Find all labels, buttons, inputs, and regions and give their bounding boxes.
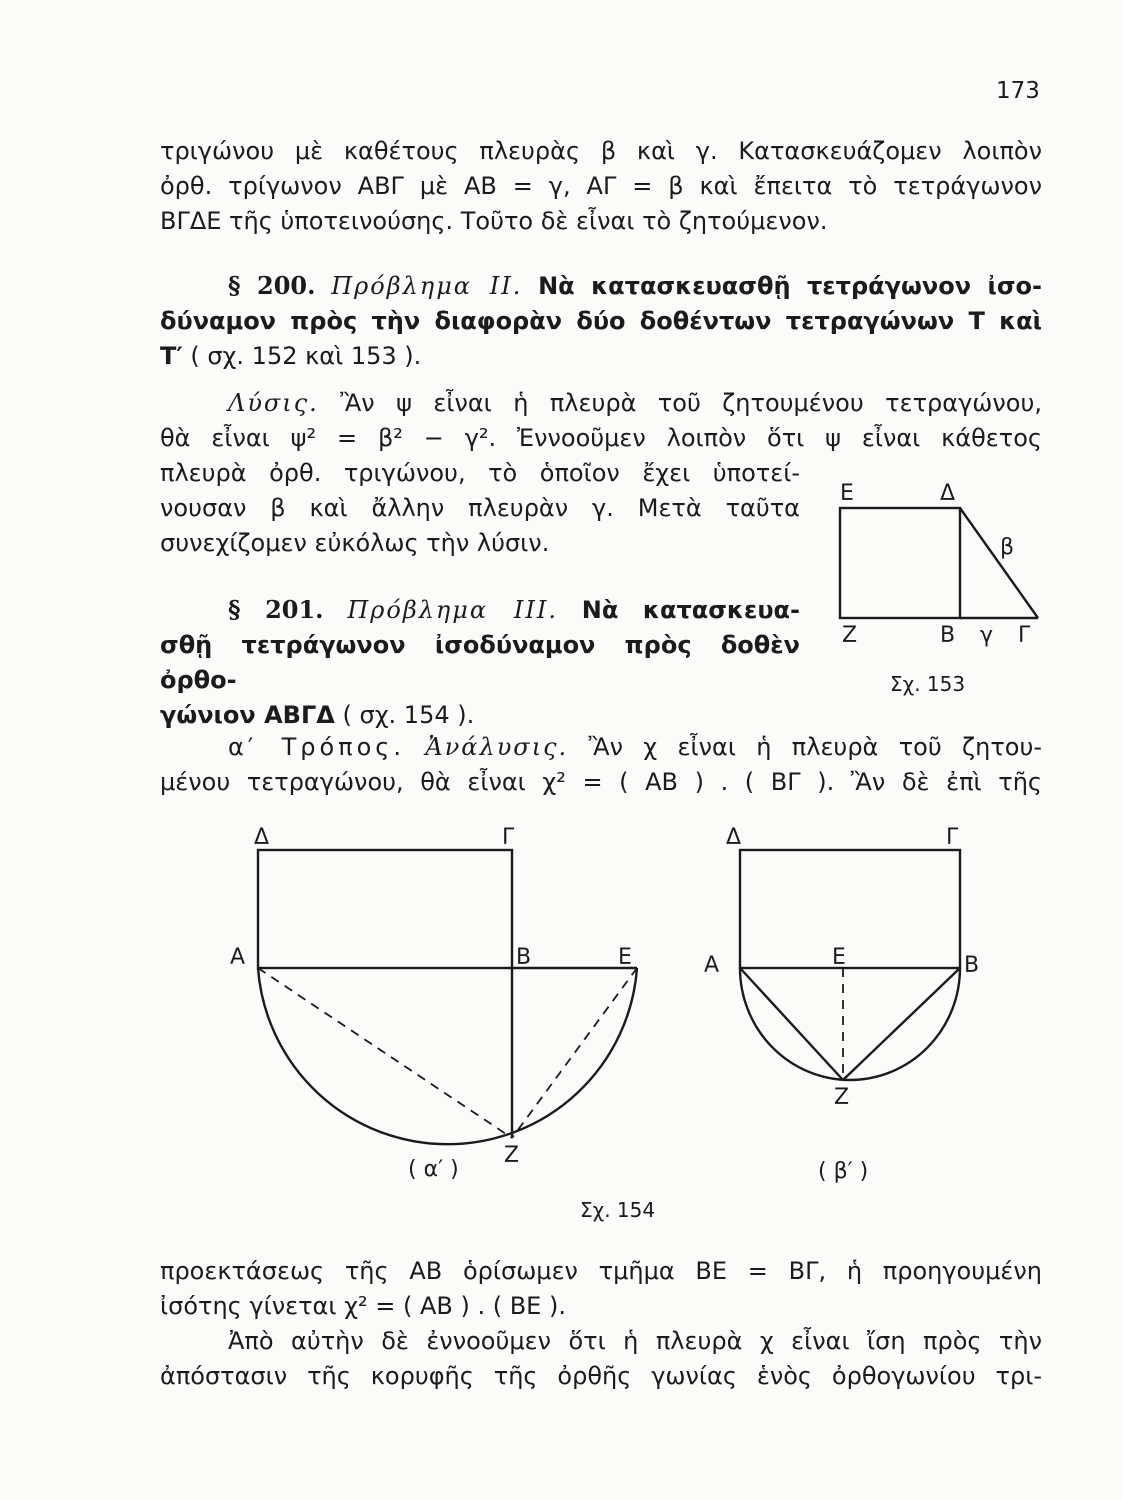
intro-paragraph — [160, 134, 1042, 239]
method-a-label: α′ Τρόπος. — [228, 733, 406, 761]
method-a-text-1: Ἂν χ εἶναι ἡ πλευρὰ τοῦ ζητου- — [588, 733, 1042, 761]
fig154a-label-b: Β — [516, 945, 532, 970]
section-200-statement-1: Νὰ κατασκευασθῇ τετράγωνον ἰσο- — [538, 272, 1043, 300]
section-201-line-3 — [160, 698, 1042, 733]
closing-line-1: προεκτάσεως τῆς ΑΒ ὁρίσωμεν τμῆμα ΒΕ = ΒΓ, ἡ προηγουμένη — [160, 1257, 1042, 1285]
closing-line-4: ἀπόστασιν τῆς κορυφῆς τῆς ὀρθῆς γωνίας ἑνὸς ὀρθογωνίου τρι- — [160, 1362, 1042, 1390]
fig153-hypotenuse — [960, 508, 1038, 618]
section-200 — [160, 268, 1042, 374]
closing-line-3: Ἀπὸ αὐτὴν δὲ ἐννοοῦμεν ὅτι ἡ πλευρὰ χ εἶναι ἴση πρὸς τὴν — [228, 1327, 1042, 1355]
lysis-line-1 — [160, 386, 1042, 421]
section-200-title: Πρόβλημα ΙΙ. — [331, 272, 523, 300]
section-201-number: § 201. — [228, 595, 324, 624]
fig153-label-gG: Γ — [1018, 623, 1031, 648]
section-201-statement-1: Νὰ κατασκευα- — [581, 596, 800, 624]
fig153-caption: Σχ. 153 — [890, 672, 966, 696]
fig154b-label-b: Β — [964, 953, 980, 978]
lysis-text-1: Ἂν ψ εἶναι ἡ πλευρὰ τοῦ ζητουμένου τετραγώνου, — [340, 389, 1042, 417]
section-200-ref: ( σχ. 152 καὶ 153 ). — [190, 342, 422, 370]
fig153-label-b: β — [1000, 535, 1015, 560]
lysis-line-4: νουσαν β καὶ ἄλλην πλευρὰν γ. Μετὰ ταῦτα — [160, 494, 800, 522]
fig154-caption: Σχ. 154 — [580, 1198, 656, 1222]
section-200-line-3 — [160, 339, 1042, 374]
fig153-label-e: Ε — [840, 481, 854, 506]
closing-line-2: ἰσότης γίνεται χ² = ( ΑΒ ) . ( ΒΕ ). — [160, 1292, 566, 1320]
fig154b-label-z: Ζ — [834, 1085, 850, 1110]
figure-153 — [830, 470, 1050, 660]
fig154a-tag: ( α′ ) — [408, 1157, 459, 1182]
fig154a-label-z: Ζ — [504, 1143, 520, 1168]
fig153-label-bB: Β — [940, 623, 956, 648]
fig154b-label-d: Δ — [726, 825, 742, 850]
section-201-title: Πρόβλημα ΙΙΙ. — [347, 596, 558, 624]
fig154a-label-d: Δ — [254, 825, 270, 850]
fig154a-semicircle — [258, 968, 637, 1144]
section-200-number: § 200. — [228, 271, 316, 300]
fig154a-label-e: Ε — [618, 945, 632, 970]
fig153-label-z: Ζ — [842, 623, 858, 648]
section-201-statement-2: σθῇ τετράγωνον ἰσοδύναμον πρὸς δοθὲν ὀρθο- — [160, 631, 800, 694]
fig154a — [230, 825, 637, 1182]
fig154a-rectangle — [258, 850, 512, 968]
fig154a-label-g: Γ — [502, 825, 515, 850]
fig153-square — [840, 508, 960, 618]
section-201-ref: ( σχ. 154 ). — [342, 701, 475, 729]
closing-paragraph — [160, 1254, 1042, 1394]
lysis-line-2: θὰ εἶναι ψ² = β² − γ². Ἐννοοῦμεν λοιπὸν ὅτι ψ εἶναι κάθετος — [160, 424, 1042, 452]
fig154b-semicircle — [740, 968, 960, 1080]
page-number: 173 — [996, 78, 1040, 104]
fig154b-label-e: Ε — [832, 945, 846, 970]
section-201-statement-3: γώνιον ΑΒΓΔ — [160, 701, 335, 729]
lysis-line-5: συνεχίζομεν εὐκόλως τὴν λύσιν. — [160, 529, 550, 557]
lysis-line-3: πλευρὰ ὀρθ. τριγώνου, τὸ ὁποῖον ἔχει ὑποτεί- — [160, 459, 800, 487]
section-200-line-1 — [160, 268, 1042, 304]
method-a-line-1 — [160, 730, 1042, 765]
section-200-statement-3: Τ′ — [160, 342, 183, 370]
fig154a-chord-az — [258, 968, 512, 1138]
section-201-line-1 — [160, 592, 800, 628]
method-a-analysis: Ἀνάλυσις. — [425, 733, 569, 761]
fig154a-label-a: Α — [230, 945, 246, 970]
fig153-label-g: γ — [980, 623, 994, 648]
fig154b-chord-bz — [843, 968, 960, 1080]
lysis-label: Λύσις. — [228, 389, 319, 417]
fig154b-tag: ( β′ ) — [818, 1159, 869, 1184]
fig154b-rectangle — [740, 850, 960, 968]
figure-154 — [220, 818, 1000, 1193]
fig153-label-d: Δ — [940, 481, 956, 506]
intro-line-1: τριγώνου μὲ καθέτους πλευρὰς β καὶ γ. Κατασκευάζομεν λοιπὸν — [160, 137, 1042, 165]
intro-line-3: ΒΓΔΕ τῆς ὑποτεινούσης. Τοῦτο δὲ εἶναι τὸ ζητούμενον. — [160, 207, 828, 235]
fig154b-label-a: Α — [704, 953, 720, 978]
method-a-line-2: μένου τετραγώνου, θὰ εἶναι χ² = ( ΑΒ ) . ( ΒΓ ). Ἂν δὲ ἐπὶ τῆς — [160, 768, 1042, 796]
section-200-statement-2: δύναμον πρὸς τὴν διαφορὰν δύο δοθέντων τετραγώνων Τ καὶ — [160, 307, 1042, 335]
intro-line-2: ὀρθ. τρίγωνον ΑΒΓ μὲ ΑΒ = γ, ΑΓ = β καὶ ἔπειτα τὸ τετράγωνον — [160, 172, 1042, 200]
fig154a-chord-ez — [512, 968, 637, 1138]
fig154b — [704, 825, 979, 1184]
fig154b-label-g: Γ — [946, 825, 959, 850]
method-a-paragraph — [160, 730, 1042, 800]
